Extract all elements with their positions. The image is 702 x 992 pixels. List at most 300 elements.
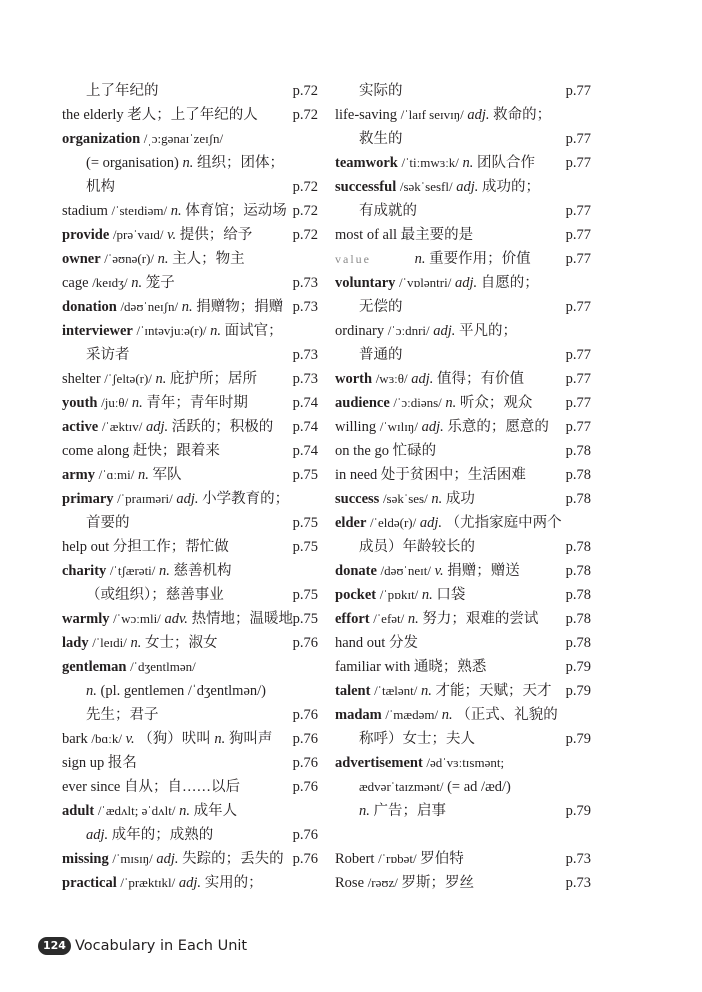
phonetic: /prəˈvaɪd/ bbox=[112, 227, 164, 242]
definition: 有成就的 bbox=[359, 203, 417, 219]
vocab-entry bbox=[62, 151, 318, 175]
vocab-entry bbox=[335, 223, 591, 247]
entry-text bbox=[335, 415, 549, 439]
vocab-entry bbox=[62, 823, 318, 847]
part-of-speech: n. bbox=[210, 323, 222, 339]
definition: 狗叫声 bbox=[228, 731, 273, 747]
entry-text bbox=[335, 583, 465, 607]
definition: 自从；自……以后 bbox=[124, 779, 240, 795]
vocab-entry bbox=[62, 727, 318, 751]
entry-text bbox=[62, 631, 218, 655]
page-reference: p.76 bbox=[292, 635, 318, 651]
page-reference: p.79 bbox=[565, 803, 591, 819]
vocab-entry bbox=[335, 103, 591, 127]
page-reference: p.78 bbox=[565, 467, 591, 483]
vocab-entry bbox=[62, 847, 318, 871]
page-reference: p.76 bbox=[292, 851, 318, 867]
definition: 无偿的 bbox=[359, 299, 403, 315]
vocab-entry bbox=[335, 559, 591, 583]
vocab-entry bbox=[335, 271, 591, 295]
entry-text bbox=[62, 799, 237, 823]
phonetic: /ˈɔːdiəns/ bbox=[393, 395, 442, 410]
page-reference: p.75 bbox=[292, 467, 318, 483]
phrase: shelter bbox=[62, 371, 101, 387]
definition: 救命的； bbox=[493, 107, 552, 123]
part-of-speech: n. bbox=[421, 683, 432, 699]
headword: army bbox=[62, 467, 96, 483]
page-reference: p.76 bbox=[292, 779, 318, 795]
definition: 值得；有价值 bbox=[437, 371, 525, 387]
phonetic: /ˈsteɪdiəm/ bbox=[111, 203, 168, 218]
part-of-speech: v. bbox=[125, 731, 135, 747]
entry-text bbox=[335, 559, 520, 583]
definition: 捐赠物；捐赠 bbox=[196, 299, 284, 315]
page-reference: p.72 bbox=[292, 203, 318, 219]
entry-text bbox=[62, 415, 273, 439]
definition: 普通的 bbox=[359, 347, 403, 363]
part-of-speech: n. bbox=[214, 731, 226, 747]
part-of-speech: n. bbox=[182, 155, 194, 171]
vocab-entry bbox=[62, 199, 318, 223]
vocab-entry bbox=[62, 583, 318, 607]
part-of-speech: adj. bbox=[86, 827, 109, 843]
vocab-entry bbox=[62, 799, 318, 823]
entry-text bbox=[335, 511, 562, 535]
definition: （尤指家庭中两个 bbox=[445, 515, 562, 531]
phonetic: /ədˈvɜːtɪsmənt; bbox=[426, 755, 505, 770]
part-of-speech: n. bbox=[159, 563, 170, 579]
entry-text bbox=[62, 871, 263, 895]
definition: 军队 bbox=[152, 467, 182, 483]
vocab-entry bbox=[335, 127, 591, 151]
entry-text bbox=[62, 487, 289, 511]
vocab-entry bbox=[335, 583, 591, 607]
phonetic: /ˌɔ:gənaɪˈzeɪʃn/ bbox=[143, 131, 224, 146]
headword: provide bbox=[62, 227, 110, 243]
entry-text bbox=[335, 751, 504, 775]
phrase: come along bbox=[62, 443, 130, 459]
definition: 笼子 bbox=[145, 275, 175, 291]
entry-text bbox=[335, 391, 532, 415]
vocab-entry bbox=[335, 655, 591, 679]
definition: 团队合作 bbox=[477, 155, 536, 171]
phonetic: /ˈpraɪməri/ bbox=[117, 491, 173, 506]
part-of-speech: adj. bbox=[178, 875, 202, 891]
entry-text bbox=[335, 607, 538, 631]
headword: adult bbox=[62, 803, 95, 819]
definition: 忙碌的 bbox=[392, 443, 437, 459]
page-reference: p.77 bbox=[565, 419, 591, 435]
definition: 实用的； bbox=[204, 875, 263, 891]
entry-text bbox=[335, 271, 539, 295]
entry-text bbox=[335, 463, 526, 487]
definition: （正式、礼貌的 bbox=[456, 707, 558, 723]
vocab-entry bbox=[335, 439, 591, 463]
headword: gentleman bbox=[62, 659, 127, 675]
entry-text bbox=[62, 367, 257, 391]
definition: 慈善机构 bbox=[173, 563, 232, 579]
part-of-speech: adj. bbox=[467, 107, 490, 123]
part-of-speech: n. bbox=[441, 707, 453, 723]
page-reference: p.72 bbox=[292, 227, 318, 243]
vocab-entry bbox=[62, 679, 318, 703]
vocab-entry bbox=[335, 823, 591, 847]
page-reference: p.77 bbox=[565, 371, 591, 387]
definition: 口袋 bbox=[436, 587, 466, 603]
entry-text bbox=[62, 79, 159, 103]
entry-text bbox=[62, 607, 293, 631]
definition: 失踪的；丢失的 bbox=[182, 851, 284, 867]
headword: active bbox=[62, 419, 99, 435]
entry-text bbox=[62, 175, 115, 199]
phonetic: /ˈʃeltə(r)/ bbox=[104, 371, 152, 386]
headword: audience bbox=[335, 395, 390, 411]
vocab-entry bbox=[62, 535, 318, 559]
entry-text bbox=[62, 511, 130, 535]
part-of-speech: n. bbox=[407, 611, 419, 627]
entry-text bbox=[62, 847, 284, 871]
vocab-entry bbox=[62, 559, 318, 583]
vocab-entry bbox=[335, 247, 591, 271]
part-of-speech: n. bbox=[179, 803, 191, 819]
part-of-speech: n. bbox=[445, 395, 457, 411]
page-reference: p.79 bbox=[565, 731, 591, 747]
part-of-speech: n. bbox=[131, 395, 143, 411]
vocab-entry bbox=[335, 487, 591, 511]
phonetic: /wɜːθ/ bbox=[375, 371, 408, 386]
phonetic: /keɪdʒ/ bbox=[92, 275, 128, 290]
definition: 组织；团体； bbox=[197, 155, 285, 171]
phrase: ever since bbox=[62, 779, 121, 795]
page-reference: p.74 bbox=[292, 419, 318, 435]
part-of-speech: adj. bbox=[156, 851, 179, 867]
entry-text bbox=[335, 535, 475, 559]
entry-text bbox=[62, 127, 223, 151]
phonetic: /ˈmædəm/ bbox=[385, 707, 439, 722]
part-of-speech: adj. bbox=[411, 371, 434, 387]
headword: pocket bbox=[335, 587, 377, 603]
vocab-entry bbox=[335, 367, 591, 391]
definition: 提供；给予 bbox=[179, 227, 253, 243]
phonetic: /ˈtælənt/ bbox=[374, 683, 418, 698]
vocab-entry bbox=[335, 799, 591, 823]
headword: voluntary bbox=[335, 275, 396, 291]
vocab-entry bbox=[62, 511, 318, 535]
definition: 重要作用；价值 bbox=[429, 251, 531, 267]
page-reference: p.75 bbox=[292, 515, 318, 531]
definition: 机构 bbox=[86, 179, 115, 195]
phrase: on the go bbox=[335, 443, 389, 459]
entry-text bbox=[335, 703, 558, 727]
definition: 听众；观众 bbox=[459, 395, 533, 411]
entry-text bbox=[335, 295, 403, 319]
definition: 赶快；跟着来 bbox=[132, 443, 220, 459]
entry-text bbox=[335, 367, 524, 391]
phonetic: ædvərˈtaɪzmənt/ bbox=[359, 779, 444, 794]
page-reference: p.76 bbox=[292, 827, 318, 843]
page-reference: p.74 bbox=[292, 395, 318, 411]
definition: 成年的；成熟的 bbox=[111, 827, 214, 843]
entry-text bbox=[62, 103, 258, 127]
definition: 报名 bbox=[107, 755, 137, 771]
part-of-speech: n. bbox=[359, 803, 370, 819]
definition: 老人；上了年纪的人 bbox=[127, 107, 258, 123]
part-of-speech: adj. bbox=[421, 419, 444, 435]
vocabulary-column-right bbox=[335, 79, 591, 895]
entry-text bbox=[335, 775, 511, 799]
part-of-speech: n. bbox=[421, 587, 433, 603]
vocab-entry bbox=[335, 199, 591, 223]
vocab-entry bbox=[62, 271, 318, 295]
headword: organization bbox=[62, 131, 141, 147]
page-reference: p.78 bbox=[565, 491, 591, 507]
phrase: value bbox=[335, 252, 371, 266]
definition: 分担工作；帮忙做 bbox=[112, 539, 229, 555]
definition: 最主要的是 bbox=[400, 227, 474, 243]
phrase: Robert bbox=[335, 851, 375, 867]
vocab-entry bbox=[335, 343, 591, 367]
vocab-entry bbox=[335, 319, 591, 343]
phrase: bark bbox=[62, 731, 88, 747]
definition: 成功的； bbox=[481, 179, 540, 195]
vocab-entry bbox=[335, 871, 591, 895]
entry-text bbox=[335, 631, 418, 655]
page-reference: p.77 bbox=[565, 251, 591, 267]
vocab-entry bbox=[335, 703, 591, 727]
phrase: most of all bbox=[335, 227, 398, 243]
vocab-entry bbox=[335, 295, 591, 319]
entry-text bbox=[62, 199, 287, 223]
headword: donate bbox=[335, 563, 377, 579]
page-reference: p.78 bbox=[565, 587, 591, 603]
headword: primary bbox=[62, 491, 114, 507]
definition: 青年；青年时期 bbox=[146, 395, 248, 411]
vocab-entry bbox=[62, 391, 318, 415]
page-reference: p.73 bbox=[292, 299, 318, 315]
vocab-entry bbox=[335, 511, 591, 535]
entry-text bbox=[335, 199, 417, 223]
phrase: willing bbox=[335, 419, 377, 435]
definition: 成年人 bbox=[193, 803, 238, 819]
vocab-entry bbox=[62, 319, 318, 343]
vocab-entry bbox=[62, 79, 318, 103]
definition: 罗伯特 bbox=[420, 851, 464, 867]
headword: madam bbox=[335, 707, 382, 723]
definition: 救生的 bbox=[359, 131, 403, 147]
phonetic: /ˈvɒləntri/ bbox=[399, 275, 452, 290]
definition: 女士；淑女 bbox=[145, 635, 218, 651]
page-reference: p.73 bbox=[565, 875, 591, 891]
vocab-entry bbox=[62, 295, 318, 319]
page-number-badge: 124 bbox=[38, 937, 71, 955]
phrase: life-saving bbox=[335, 107, 398, 123]
page-reference: p.78 bbox=[565, 443, 591, 459]
phonetic: /ˈeldə(r)/ bbox=[370, 515, 417, 530]
entry-text bbox=[335, 223, 473, 247]
definition: 活跃的；积极的 bbox=[171, 419, 274, 435]
headword: advertisement bbox=[335, 755, 423, 771]
vocab-entry bbox=[335, 535, 591, 559]
page-reference: p.76 bbox=[292, 755, 318, 771]
vocab-entry bbox=[335, 679, 591, 703]
page-reference: p.72 bbox=[292, 107, 318, 123]
part-of-speech: adj. bbox=[145, 419, 169, 435]
page-reference: p.73 bbox=[292, 347, 318, 363]
definition: 成员）年龄较长的 bbox=[359, 539, 475, 555]
phonetic: /səkˈsesfl/ bbox=[399, 179, 453, 194]
part-of-speech: n. bbox=[170, 203, 182, 219]
phrase: in need bbox=[335, 467, 378, 483]
headword: elder bbox=[335, 515, 367, 531]
entry-text bbox=[335, 319, 517, 343]
vocab-entry bbox=[62, 415, 318, 439]
vocabulary-column-left bbox=[62, 79, 318, 895]
definition: 捐赠；赠送 bbox=[447, 563, 520, 579]
entry-text bbox=[62, 271, 175, 295]
definition: 努力；艰难的尝试 bbox=[422, 611, 539, 627]
page-reference: p.73 bbox=[292, 275, 318, 291]
vocab-entry bbox=[62, 655, 318, 679]
vocab-entry bbox=[62, 367, 318, 391]
part-of-speech: n. bbox=[155, 371, 167, 387]
page-reference: p.72 bbox=[292, 83, 318, 99]
phonetic: /ˈɪntəvjuːə(r)/ bbox=[136, 323, 207, 338]
entry-text bbox=[335, 127, 403, 151]
headword: warmly bbox=[62, 611, 110, 627]
entry-text bbox=[335, 655, 486, 679]
page-reference: p.75 bbox=[292, 611, 318, 627]
entry-text bbox=[335, 151, 535, 175]
page-reference: p.75 bbox=[292, 539, 318, 555]
definition: 上了年纪的 bbox=[86, 83, 159, 99]
headword: effort bbox=[335, 611, 370, 627]
entry-text bbox=[335, 847, 464, 871]
page-reference: p.79 bbox=[565, 683, 591, 699]
vocab-entry bbox=[62, 463, 318, 487]
phrase: the elderly bbox=[62, 107, 124, 123]
vocab-entry bbox=[62, 775, 318, 799]
entry-text bbox=[335, 871, 474, 895]
entry-text bbox=[335, 79, 403, 103]
definition: 罗斯；罗丝 bbox=[401, 875, 474, 891]
entry-text bbox=[62, 319, 283, 343]
phonetic: /ˈleɪdi/ bbox=[92, 635, 127, 650]
definition: 热情地；温暖地 bbox=[191, 611, 294, 627]
part-of-speech: adj. bbox=[454, 275, 478, 291]
plural-note: (pl. gentlemen /ˈdʒentlmən/) bbox=[100, 683, 266, 699]
vocab-entry bbox=[335, 847, 591, 871]
headword: missing bbox=[62, 851, 109, 867]
phrase: familiar with bbox=[335, 659, 411, 675]
phrase: ordinary bbox=[335, 323, 385, 339]
entry-text bbox=[62, 727, 272, 751]
headword: worth bbox=[335, 371, 373, 387]
page-footer bbox=[38, 936, 247, 956]
part-of-speech: n. bbox=[181, 299, 193, 315]
phonetic: /ˈtiːmwɜːk/ bbox=[401, 155, 459, 170]
phrase: cage bbox=[62, 275, 89, 291]
part-of-speech: n. bbox=[131, 275, 143, 291]
headword: charity bbox=[62, 563, 107, 579]
page-reference: p.78 bbox=[565, 539, 591, 555]
phonetic: /rəʊz/ bbox=[367, 875, 398, 890]
definition: 首要的 bbox=[86, 515, 130, 531]
section-title: Vocabulary in Each Unit bbox=[74, 938, 248, 954]
part-of-speech: n. bbox=[157, 251, 169, 267]
definition: 广告；启事 bbox=[373, 803, 446, 819]
entry-text bbox=[335, 727, 475, 751]
headword: teamwork bbox=[335, 155, 398, 171]
page-reference: p.77 bbox=[565, 227, 591, 243]
definition: 通晓；熟悉 bbox=[413, 659, 487, 675]
phonetic: /bɑːk/ bbox=[91, 731, 123, 746]
page-reference: p.73 bbox=[565, 851, 591, 867]
vocab-entry bbox=[62, 751, 318, 775]
entry-text bbox=[335, 679, 552, 703]
vocab-entry bbox=[335, 463, 591, 487]
entry-text bbox=[62, 463, 181, 487]
vocab-entry bbox=[62, 223, 318, 247]
page-reference: p.73 bbox=[292, 371, 318, 387]
phonetic: /ˈtʃærəti/ bbox=[109, 563, 156, 578]
headword: talent bbox=[335, 683, 371, 699]
vocab-entry bbox=[62, 439, 318, 463]
entry-text bbox=[62, 535, 229, 559]
vocab-entry bbox=[62, 103, 318, 127]
page-reference: p.74 bbox=[292, 443, 318, 459]
vocab-entry bbox=[62, 631, 318, 655]
definition: 庇护所；居所 bbox=[170, 371, 258, 387]
vocab-entry bbox=[62, 871, 318, 895]
part-of-speech: n. bbox=[414, 251, 426, 267]
part-of-speech: v. bbox=[167, 227, 177, 243]
page-reference: p.76 bbox=[292, 707, 318, 723]
page-reference: p.72 bbox=[292, 179, 318, 195]
part-of-speech: adj. bbox=[456, 179, 479, 195]
phonetic: /ˈæktɪv/ bbox=[101, 419, 143, 434]
headword: interviewer bbox=[62, 323, 133, 339]
entry-text bbox=[62, 151, 284, 175]
part-of-speech: n. bbox=[137, 467, 149, 483]
vocab-entry bbox=[335, 391, 591, 415]
entry-text bbox=[335, 175, 540, 199]
definition: 主人；物主 bbox=[172, 251, 245, 267]
vocab-entry bbox=[62, 343, 318, 367]
entry-text bbox=[62, 247, 245, 271]
phonetic: /ˈefət/ bbox=[373, 611, 405, 626]
phonetic: /ˈwɔːmli/ bbox=[113, 611, 161, 626]
part-of-speech: n. bbox=[431, 491, 443, 507]
vocab-entry bbox=[335, 175, 591, 199]
definition: 面试官； bbox=[224, 323, 283, 339]
vocab-entry bbox=[335, 751, 591, 775]
definition: 采访者 bbox=[86, 347, 130, 363]
phonetic: /dəʊˈneɪt/ bbox=[380, 563, 431, 578]
phonetic: /ˈɑːmi/ bbox=[98, 467, 135, 482]
definition: （狗）吠叫 bbox=[138, 731, 211, 747]
entry-text bbox=[62, 343, 130, 367]
phonetic: /dəʊˈneɪʃn/ bbox=[120, 299, 179, 314]
vocab-entry bbox=[335, 727, 591, 751]
definition: 实际的 bbox=[359, 83, 403, 99]
variant-note: (= organisation) bbox=[86, 155, 179, 171]
entry-text bbox=[62, 559, 232, 583]
page-reference: p.78 bbox=[565, 563, 591, 579]
entry-text bbox=[335, 343, 403, 367]
headword: successful bbox=[335, 179, 397, 195]
headword: owner bbox=[62, 251, 101, 267]
vocab-entry bbox=[62, 487, 318, 511]
